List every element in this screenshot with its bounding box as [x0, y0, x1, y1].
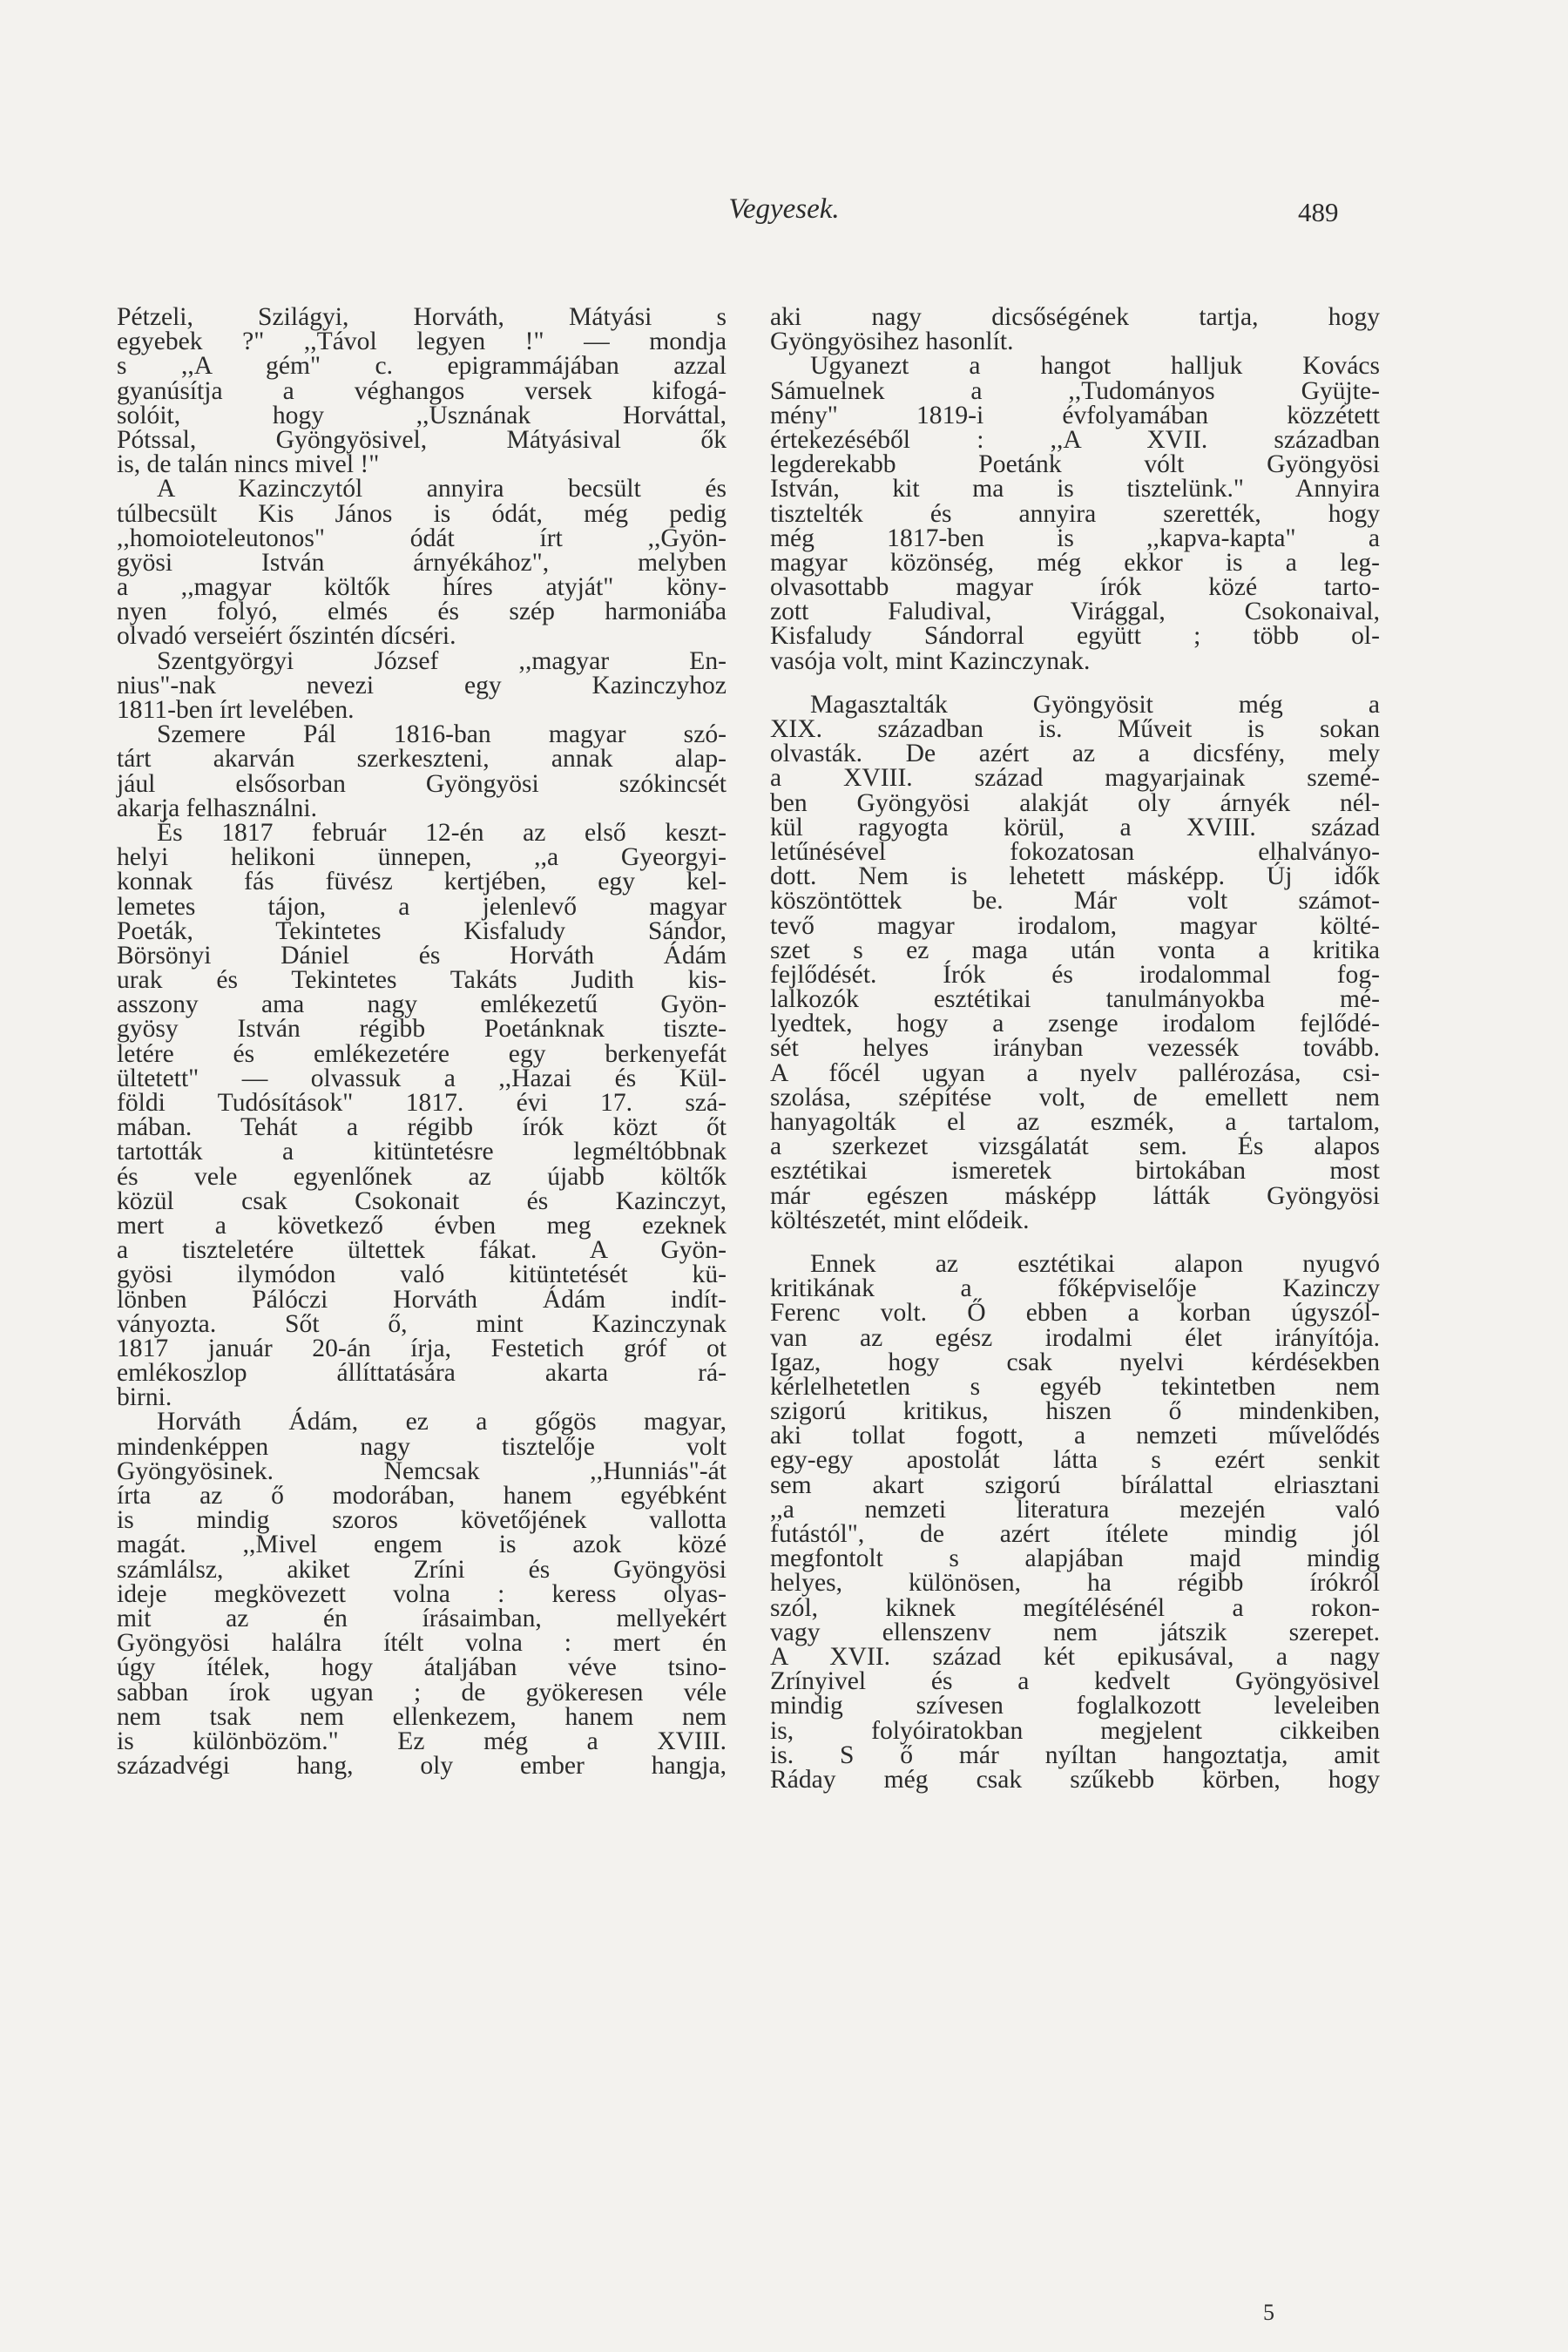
text-line: urak és Tekintetes Takáts Judith kis-: [117, 966, 727, 995]
text-line: olvasták. De azért az a dicsfény, mely: [770, 740, 1380, 768]
text-line: helyi helikoni ünnepen, ,,a Gyeorgyi-: [117, 843, 727, 872]
text-line: a tiszteletére ültettek fákat. A Gyön-: [117, 1236, 727, 1265]
text-line: is, de talán nincs mivel !": [117, 450, 380, 479]
text-line: ben Gyöngyösi alakját oly árnyék nél-: [770, 788, 1380, 817]
text-line: kül ragyogta körül, a XVIII. század: [770, 813, 1380, 841]
text-line: helyes, különösen, ha régibb írókról: [770, 1569, 1380, 1598]
text-line: tartották a kitüntetésre legméltóbbnak: [117, 1138, 727, 1166]
text-line: letére és emlékezetére egy berkenyefát: [117, 1039, 727, 1068]
text-line: megfontolt s alapjában majd mindig: [770, 1544, 1380, 1573]
text-line: lemetes tájon, a jelenlevő magyar: [117, 892, 727, 921]
text-line: kritikának a főképviselője Kazinczy: [770, 1274, 1380, 1303]
text-line: úgy ítélek, hogy átaljában véve tsino-: [117, 1653, 727, 1682]
text-line: közül csak Csokonait és Kazinczyt,: [117, 1186, 727, 1215]
text-line: a ,,magyar költők híres atyját" köny-: [117, 573, 727, 602]
text-line: dott. Nem is lehetett másképp. Új idők: [770, 862, 1380, 891]
footer-signature-mark: 5: [1263, 2300, 1274, 2325]
text-line: A Kazinczytól annyira becsült és: [157, 475, 727, 504]
text-line: is. S ő már nyíltan hangoztatja, amit: [770, 1740, 1380, 1769]
text-line: Gyöngyösihez hasonlít.: [770, 328, 1014, 356]
text-line: gyösi István árnyékához", melyben: [117, 548, 727, 577]
text-line: Pótssal, Gyöngyösivel, Mátyásival ők: [117, 425, 727, 454]
text-line: lalkozók esztétikai tanulmányokba mé-: [770, 985, 1380, 1014]
text-line: mában. Tehát a régibb írók közt őt: [117, 1113, 727, 1142]
text-line: mit az én írásaimban, mellyekért: [117, 1604, 727, 1632]
text-line: mindenképpen nagy tisztelője volt: [117, 1432, 727, 1461]
text-line: mindig szívesen foglalkozott leveleiben: [770, 1692, 1380, 1720]
text-line: Poeták, Tekintetes Kisfaludy Sándor,: [117, 916, 727, 945]
text-line: még 1817-ben is ,,kapva-kapta" a: [770, 524, 1380, 552]
text-line: emlékoszlop állíttatására akarta rá-: [117, 1359, 727, 1388]
text-line: is mindig szoros követőjének vallotta: [117, 1506, 727, 1535]
text-line: egyebek ?" ,,Távol legyen !" — mondja: [117, 328, 727, 356]
text-line: Szemere Pál 1816-ban magyar szó-: [157, 720, 727, 749]
text-line: ideje megkövezett volna : keress olyas-: [117, 1579, 727, 1608]
text-line: A főcél ugyan a nyelv pallérozása, csi-: [770, 1058, 1380, 1087]
text-line: zott Faludival, Virággal, Csokonaival,: [770, 598, 1380, 626]
text-line: fejlődését. Írók és irodalommal fog-: [770, 960, 1380, 989]
text-line: századvégi hang, oly ember hangja,: [117, 1752, 727, 1781]
text-line: ványozta. Sőt ő, mint Kazinczynak: [117, 1309, 727, 1338]
text-line: mény" 1819-i évfolyamában közzétett: [770, 401, 1380, 429]
text-line: és vele egyenlőnek az újabb költők: [117, 1162, 727, 1191]
text-line: Horváth Ádám, ez a gőgös magyar,: [157, 1408, 727, 1436]
text-line: 1817 január 20-án írja, Festetich gróf ot: [117, 1334, 727, 1362]
text-line: köszöntöttek be. Már volt számot-: [770, 887, 1380, 916]
text-line: birni.: [117, 1383, 172, 1412]
text-line: letűnésével fokozatosan elhalványo-: [770, 837, 1380, 866]
text-line: ültetett" — olvassuk a ,,Hazai és Kül-: [117, 1064, 727, 1092]
text-line: egy-egy apostolát látta s ezért senkit: [770, 1446, 1380, 1475]
text-line: számlálsz, akiket Zríni és Gyöngyösi: [117, 1555, 727, 1584]
text-line: A XVII. század két epikusával, a nagy: [770, 1642, 1380, 1671]
text-line: lyedtek, hogy a zsenge irodalom fejlődé-: [770, 1010, 1380, 1038]
text-line: olvasottabb magyar írók közé tarto-: [770, 573, 1380, 602]
text-line: magyar közönség, még ekkor is a leg-: [770, 548, 1380, 577]
text-line: vagy ellenszenv nem játszik szerepet.: [770, 1618, 1380, 1646]
text-line: szigorú kritikus, hiszen ő mindenkiben,: [770, 1397, 1380, 1426]
text-line: legderekabb Poetánk vólt Gyöngyösi: [770, 450, 1380, 479]
text-line: már egészen másképp látták Gyöngyösi: [770, 1181, 1380, 1210]
text-line: tevő magyar irodalom, magyar költé-: [770, 911, 1380, 940]
text-line: asszony ama nagy emlékezetű Gyön-: [117, 990, 727, 1019]
text-line: gyanúsítja a véghangos versek kifogá-: [117, 376, 727, 405]
text-line: Gyöngyösinek. Nemcsak ,,Hunniás"-át: [117, 1456, 727, 1485]
text-line: esztétikai ismeretek birtokában most: [770, 1157, 1380, 1186]
page-number: 489: [1298, 197, 1339, 227]
text-line: Sámuelnek a ,,Tudományos Gyüjte-: [770, 376, 1380, 405]
text-line: Szentgyörgyi József ,,magyar En-: [157, 646, 727, 675]
text-line: tisztelték és annyira szerették, hogy: [770, 499, 1380, 528]
text-line: tárt akarván szerkeszteni, annak alap-: [117, 745, 727, 774]
text-line: a szerkezet vizsgálatát sem. És alapos: [770, 1132, 1380, 1161]
text-line: Kisfaludy Sándorral együtt ; több ol-: [770, 622, 1380, 651]
text-line: Zrínyivel és a kedvelt Gyöngyösivel: [770, 1667, 1380, 1696]
text-line: akarja felhasználni.: [117, 794, 318, 822]
text-line: Ráday még csak szűkebb körben, hogy: [770, 1765, 1380, 1794]
text-line: magát. ,,Mivel engem is azok közé: [117, 1531, 727, 1559]
text-line: Igaz, hogy csak nyelvi kérdésekben: [770, 1348, 1380, 1376]
text-line: ,,a nemzeti literatura mezején való: [770, 1495, 1380, 1524]
text-line: sem akart szigorú bírálattal elriasztani: [770, 1470, 1380, 1499]
paragraph-gap: [770, 673, 1380, 693]
left-text-column: [117, 303, 727, 1781]
text-line: solóit, hogy ,,Usznának Horváttal,: [117, 401, 727, 429]
text-line: aki nagy dicsőségének tartja, hogy: [770, 303, 1380, 331]
text-line: nius"-nak nevezi egy Kazinczyhoz: [117, 671, 727, 700]
text-line: Magasztalták Gyöngyösit még a: [810, 690, 1380, 719]
page-header-title: Vegyesek.: [728, 193, 840, 225]
text-line: István, kit ma is tisztelünk." Annyira: [770, 475, 1380, 504]
text-line: És 1817 február 12-én az első keszt-: [157, 818, 727, 847]
text-line: írta az ő modorában, hanem egyébként: [117, 1482, 727, 1510]
text-line: sét helyes irányban vezessék tovább.: [770, 1034, 1380, 1063]
text-line: ,,homoioteleutonos" ódát írt ,,Gyön-: [117, 524, 727, 552]
text-line: szet s ez maga után vonta a kritika: [770, 936, 1380, 964]
text-line: értekezéséből : ,,A XVII. században: [770, 425, 1380, 454]
text-line: olvadó verseiért őszintén dícséri.: [117, 622, 456, 651]
text-line: földi Tudósítások" 1817. évi 17. szá-: [117, 1089, 727, 1117]
text-line: 1811-ben írt levelében.: [117, 696, 355, 724]
text-line: gyösi ilymódon való kitüntetését kü-: [117, 1260, 727, 1289]
text-line: lönben Pálóczi Horváth Ádám indít-: [117, 1285, 727, 1314]
text-line: konnak fás füvész kertjében, egy kel-: [117, 868, 727, 896]
text-line: szolása, szépítése volt, de emellett nem: [770, 1083, 1380, 1112]
text-line: gyösy István régibb Poetánknak tiszte-: [117, 1015, 727, 1044]
text-line: Pétzeli, Szilágyi, Horváth, Mátyási s: [117, 303, 727, 331]
text-line: hanyagolták el az eszmék, a tartalom,: [770, 1108, 1380, 1136]
text-line: Ugyanezt a hangot halljuk Kovács: [810, 352, 1380, 381]
text-line: szól, kiknek megítélésénél a rokon-: [770, 1593, 1380, 1622]
text-line: Ennek az esztétikai alapon nyugvó: [810, 1249, 1380, 1278]
text-line: Börsönyi Dániel és Horváth Ádám: [117, 941, 727, 970]
text-line: mert a következő évben meg ezeknek: [117, 1211, 727, 1240]
text-line: sabban írok ugyan ; de gyökeresen véle: [117, 1678, 727, 1707]
text-line: túlbecsült Kis János is ódát, még pedig: [117, 499, 727, 528]
text-line: XIX. században is. Műveit is sokan: [770, 715, 1380, 743]
text-line: nyen folyó, elmés és szép harmoniába: [117, 598, 727, 626]
text-line: van az egész irodalmi élet irányítója.: [770, 1323, 1380, 1352]
text-line: s ,,A gém" c. epigrammájában azzal: [117, 352, 727, 381]
text-line: Ferenc volt. Ő ebben a korban úgyszól-: [770, 1299, 1380, 1328]
right-text-column: [770, 305, 1380, 1792]
text-line: Gyöngyösi halálra ítélt volna : mert én: [117, 1629, 727, 1658]
text-line: jául elsősorban Gyöngyösi szókincsét: [117, 769, 727, 798]
text-line: kérlelhetetlen s egyéb tekintetben nem: [770, 1372, 1380, 1401]
text-line: nem tsak nem ellenkezem, hanem nem: [117, 1702, 727, 1731]
text-line: is, folyóiratokban megjelent cikkeiben: [770, 1716, 1380, 1745]
text-line: vasója volt, mint Kazinczynak.: [770, 646, 1091, 675]
text-line: futástól", de azért ítélete mindig jól: [770, 1520, 1380, 1548]
text-line: költészetét, mint elődeik.: [770, 1206, 1030, 1234]
text-line: is különbözöm." Ez még a XVIII.: [117, 1727, 727, 1755]
paragraph-gap: [770, 1233, 1380, 1252]
text-line: aki tollat fogott, a nemzeti művelődés: [770, 1422, 1380, 1450]
text-line: a XVIII. század magyarjainak szemé-: [770, 764, 1380, 793]
